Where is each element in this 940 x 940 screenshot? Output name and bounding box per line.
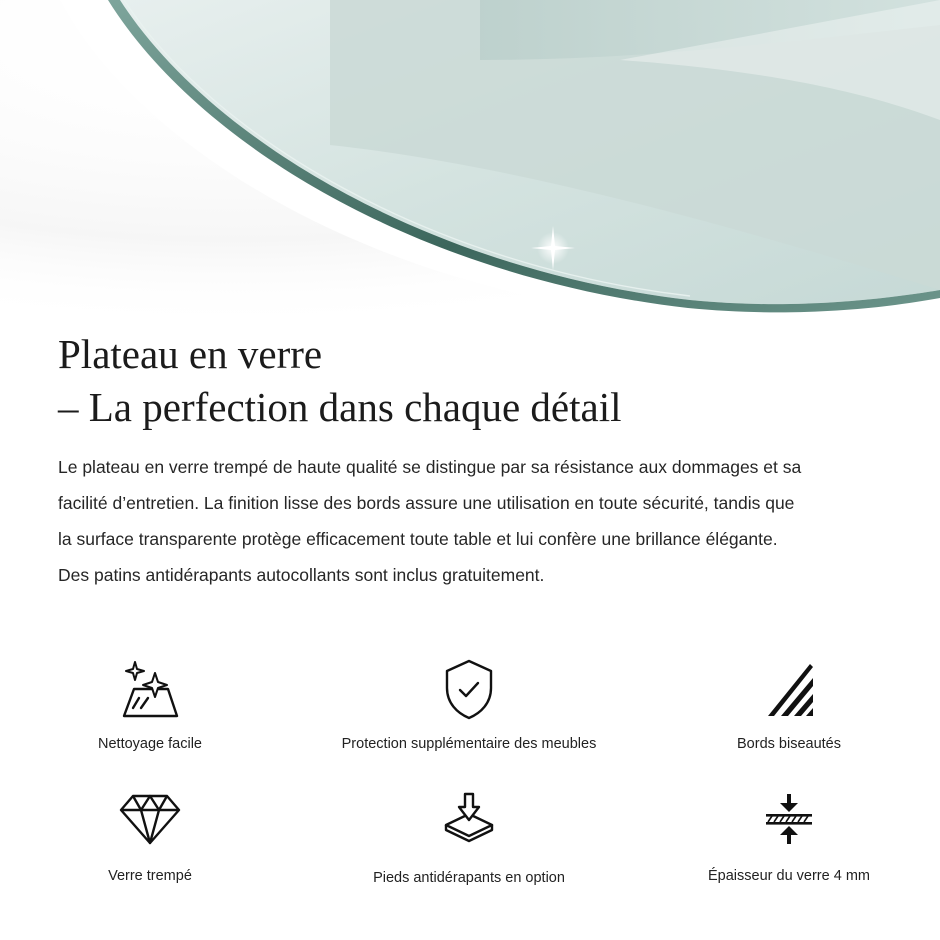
pad-arrow-down-icon xyxy=(434,792,504,848)
thickness-arrows-icon xyxy=(754,792,824,846)
beveled-edge-icon xyxy=(754,658,824,720)
page-title xyxy=(58,328,622,434)
feature-protection xyxy=(329,658,609,755)
feature-label: Épaisseur du verre 4 mm xyxy=(708,868,870,884)
shield-check-icon xyxy=(434,658,504,720)
feature-glass-thickness xyxy=(649,792,929,887)
diamond-icon xyxy=(115,792,185,846)
description-line: la surface transparente protège efficacement toute table et lui confère une brillance élégante. xyxy=(58,529,778,549)
title-line-1: Plateau en verre xyxy=(58,331,323,377)
feature-easy-cleaning xyxy=(10,658,290,755)
title-line-2: – La perfection dans chaque détail xyxy=(58,384,622,430)
description-line: Le plateau en verre trempé de haute qualité se distingue par sa résistance aux dommages et sa xyxy=(58,457,802,477)
product-description xyxy=(58,449,898,593)
feature-tempered-glass xyxy=(10,792,290,887)
feature-beveled-edges xyxy=(649,658,929,755)
feature-label: Verre trempé xyxy=(108,868,192,884)
feature-label: Bords biseautés xyxy=(737,736,841,752)
glass-tabletop-photo xyxy=(0,0,940,330)
sparkling-surface-icon xyxy=(115,658,185,720)
description-line: Des patins antidérapants autocollants sont inclus gratuitement. xyxy=(58,565,545,585)
feature-label: Pieds antidérapants en option xyxy=(373,870,565,886)
feature-non-slip-feet xyxy=(329,792,609,889)
feature-label: Protection supplémentaire des meubles xyxy=(341,736,597,752)
feature-label: Nettoyage facile xyxy=(98,736,202,752)
description-line: facilité d’entretien. La finition lisse des bords assure une utilisation en toute sécurité, tandis que xyxy=(58,493,795,513)
